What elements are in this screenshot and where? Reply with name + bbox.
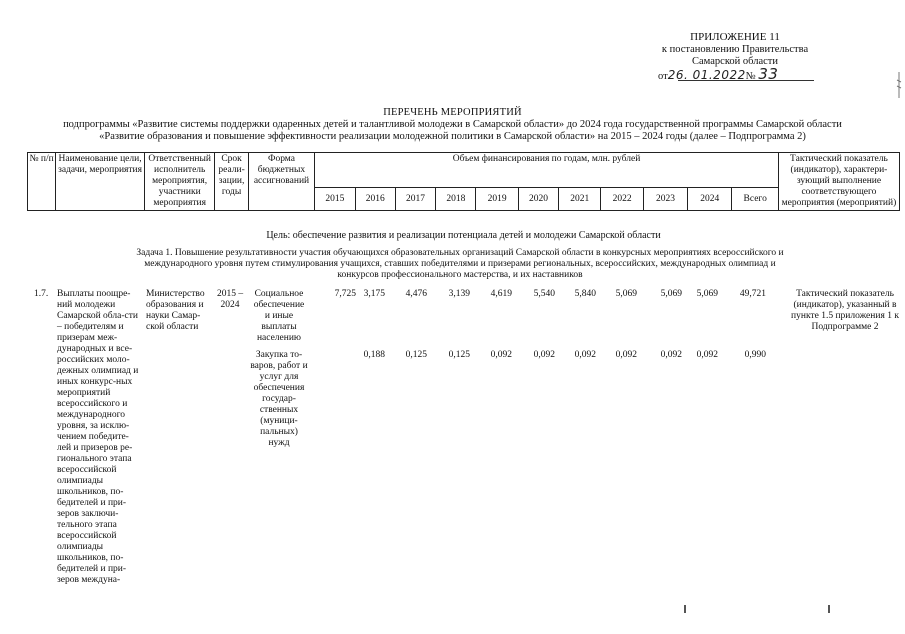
document-subtitle-2: «Развитие образования и повышение эффективности реализации молодежной политики в Самарской области» на 2015 – 2024 годы (далее – Подпрограмма 2) <box>99 131 806 142</box>
value-cell: 0,125 <box>405 350 427 360</box>
value-cell: 4,619 <box>490 289 512 299</box>
header-year: 2017 <box>395 188 435 211</box>
goal-line: Цель: обеспечение развития и реализации потенциала детей и молодежи Самарской области <box>266 230 661 241</box>
appendix-line3: Самарской области <box>692 56 778 67</box>
value-cell: 5,840 <box>574 289 596 299</box>
handwritten-number: 33 <box>758 65 779 83</box>
value-cell: 0,092 <box>615 350 637 360</box>
appendix-line2: к постановлению Правительства <box>661 44 809 55</box>
signature-underline <box>678 80 814 81</box>
header-total: Всего <box>732 188 778 211</box>
handwritten-date: 26. 01.2022 <box>667 68 746 82</box>
number-label: № <box>745 71 756 82</box>
header-year: 2022 <box>601 188 643 211</box>
value-total: 0,990 <box>744 350 766 360</box>
value-cell: 0,092 <box>696 350 718 360</box>
appendix-signature-line <box>650 65 820 83</box>
value-cell: 3,175 <box>363 289 385 299</box>
scan-artifact <box>828 605 830 613</box>
value-cell: 0,125 <box>448 350 470 360</box>
header-year: 2016 <box>355 188 395 211</box>
header-year: 2019 <box>476 188 518 211</box>
header-term: Срок реали-зации, годы <box>215 153 248 211</box>
value-cell: 0,188 <box>363 350 385 360</box>
from-prefix: от <box>658 71 668 82</box>
row-form-2: Закупка то-варов, работ и услуг для обеспечения государ-ственных (муници-пальных) нужд <box>250 350 308 448</box>
scan-artifact <box>684 605 686 613</box>
value-cell: 3,139 <box>448 289 470 299</box>
header-year: 2024 <box>688 188 732 211</box>
header-year: 2020 <box>518 188 558 211</box>
value-cell: 5,069 <box>615 289 637 299</box>
row-responsible: Министерство образования и науки Самар-ской области <box>146 289 205 332</box>
value-cell: 7,725 <box>334 289 356 299</box>
value-cell: 5,069 <box>696 289 718 299</box>
header-year: 2018 <box>436 188 476 211</box>
document-subtitle-1: подпрограммы «Развитие системы поддержки одаренных детей и талантливой молодежи в Самарской области» до 2024 года государственной программы Самарской области <box>63 119 842 130</box>
document-title: ПЕРЕЧЕНЬ МЕРОПРИЯТИЙ <box>383 107 522 118</box>
value-cell: 0,092 <box>574 350 596 360</box>
header-funding: Объем финансирования по годам, млн. рублей <box>315 153 779 188</box>
row-indicator: Тактический показатель (индикатор), указанный в пункте 1.5 приложения 1 к Подпрограмме 2 <box>791 289 899 332</box>
document-title-block <box>0 107 905 143</box>
row-name: Выплаты поощре-ний молодежи Самарской обла-сти – победителям и призерам меж-дународных и все-российских моло-дежных олимпиад и иных конкурс-ных мероприятий всероссийского и международного уровня, за исклю-чением победите-лей и призеров ре-гионального этапа всероссийской олимпиады школьников, по-бедителей и при-зеров заключи-тельного этапа всероссийской олимпиады школьников, по-бедителей и при-зеров междуна- <box>57 289 139 585</box>
row-term: 2015 – 2024 <box>216 289 244 310</box>
value-cell: 5,540 <box>533 289 555 299</box>
header-year: 2021 <box>559 188 601 211</box>
header-form: Форма бюджетных ассигнований <box>248 153 315 211</box>
header-year: 2023 <box>643 188 687 211</box>
appendix-block <box>650 31 820 83</box>
scan-mark <box>896 72 902 98</box>
header-year: 2015 <box>315 188 355 211</box>
events-table-header <box>27 152 900 211</box>
value-cell: 0,092 <box>490 350 512 360</box>
value-cell: 0,092 <box>533 350 555 360</box>
value-cell: 0,092 <box>660 350 682 360</box>
task-line: Задача 1. Повышение результативности участия обучающихся образовательных организаций Самарской области в конкурсных мероприятиях всероссийского и международного уровня путем стимулирования учащихся, ставших победителями и призерами региональных, всероссийских, международных олимпиад и конкурсов профессионального мастерства, и их наставников <box>136 248 784 280</box>
value-total: 49,721 <box>739 289 766 299</box>
row-number: 1.7. <box>34 289 49 299</box>
value-cell: 4,476 <box>405 289 427 299</box>
appendix-title: ПРИЛОЖЕНИЕ 11 <box>690 31 780 43</box>
header-name: Наименование цели, задачи, мероприятия <box>56 153 145 211</box>
value-cell: 5,069 <box>660 289 682 299</box>
header-responsible: Ответственный исполнитель мероприятия, участники мероприятия <box>144 153 215 211</box>
header-indicator: Тактический показатель (индикатор), характери-зующий выполнение соответствующего мероприятия (мероприятий) <box>778 153 899 211</box>
row-form-1: Социальное обеспечение и иные выплаты населению <box>253 289 305 343</box>
header-num: № п/п <box>28 153 56 211</box>
